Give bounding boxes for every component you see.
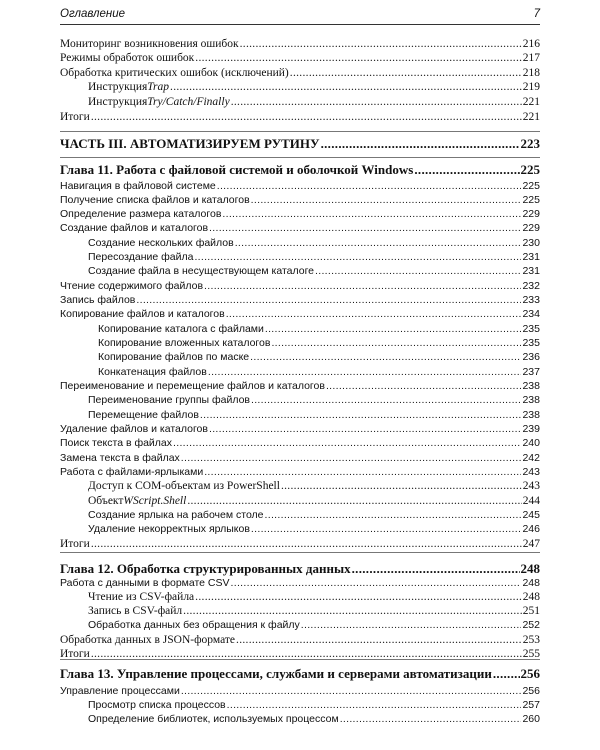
toc-page-number: 256 [522,685,540,697]
toc-entry-title: Создание файлов и каталогов [60,222,209,234]
section-divider [60,552,540,553]
toc-entry-title: Удаление файлов и каталогов [60,423,208,435]
dot-leader [195,52,521,64]
toc-entry-title: Чтение содержимого файлов [60,280,204,292]
dot-leader [200,409,522,421]
toc-page-number: 229 [522,222,540,234]
toc-entry-title: Инструкция [88,81,148,93]
toc-page-number: 225 [522,180,540,192]
toc-entry[interactable] [60,38,540,50]
toc-entry-italic-term: Try/Catch/Finally [147,96,230,108]
toc-page-number: 223 [520,136,540,151]
toc-entry-title: Мониторинг возникновения ошибок [60,38,239,50]
dot-leader [236,634,522,646]
toc-page-number: 238 [522,380,540,392]
dot-leader [226,308,522,320]
toc-entry-title: Инструкция [88,96,148,108]
toc-chapter-heading[interactable] [60,162,540,178]
toc-entry-title: Итоги [60,111,90,123]
toc-page-number: 257 [522,699,540,711]
toc-entry[interactable] [60,52,540,64]
toc-page-number: 246 [522,523,540,535]
toc-entry-title: Определение размера каталогов [60,208,222,220]
toc-entry-title: Глава 13. Управление процессами, службами и серверами автоматизации [60,666,492,681]
toc-entry[interactable] [60,67,540,79]
toc-entry-title: Навигация в файловой системе [60,180,216,192]
dot-leader [183,605,522,617]
toc-page-number: 221 [522,111,540,123]
toc-entry-title: Объект [88,495,124,507]
toc-entry-italic-term: WScript.Shell [123,495,187,507]
dot-leader [204,466,521,478]
toc-page-number: 243 [522,466,540,478]
toc-entry-title: Удаление некорректных ярлыков [88,523,250,535]
toc-entry[interactable] [60,423,540,435]
toc-page-number: 225 [520,162,540,177]
toc-entry-title: Копирование вложенных каталогов [98,337,271,349]
dot-leader [204,280,521,292]
toc-page-number: 256 [520,666,540,681]
toc-entry-title: Создание нескольких файлов [88,237,234,249]
toc-entry[interactable] [88,523,540,535]
dot-leader [265,323,522,335]
dot-leader [222,208,521,220]
dot-leader [181,685,522,697]
dot-leader [217,180,522,192]
dot-leader [187,495,521,507]
toc-entry[interactable] [98,323,540,335]
toc-chapter-heading[interactable] [60,666,540,682]
toc-entry[interactable] [88,251,540,263]
toc-entry[interactable] [88,495,540,507]
section-divider [60,157,540,158]
dot-leader [251,394,521,406]
dot-leader [240,38,522,50]
toc-page-number: 242 [522,452,540,464]
toc-chapter-heading[interactable] [60,136,540,152]
toc-entry[interactable] [60,222,540,234]
toc-page-number: 247 [522,538,540,550]
toc-entry[interactable] [98,337,540,349]
toc-page-number: 216 [522,38,540,50]
toc-page-number: 243 [522,480,540,492]
header-page-number: 7 [533,8,540,20]
toc-page-number: 233 [522,294,540,306]
dot-leader [321,136,520,152]
dot-leader [493,666,520,682]
toc-entry-title: Переименование и перемещение файлов и каталогов [60,380,325,392]
toc-page-number: 229 [522,208,540,220]
toc-page-number: 231 [522,265,540,277]
toc-page-number: 234 [522,308,540,320]
toc-entry[interactable] [88,619,540,631]
dot-leader [136,294,521,306]
toc-page-number: 251 [522,605,540,617]
toc-entry[interactable] [60,280,540,292]
toc-page-number: 245 [522,509,540,521]
toc-page-number: 248 [520,561,540,576]
toc-page-number: 248 [522,591,540,603]
toc-entry-title: Итоги [60,648,90,660]
dot-leader [231,96,522,108]
toc-entry[interactable] [60,648,540,660]
toc-page-number: 235 [522,337,540,349]
dot-leader [235,237,522,249]
toc-entry-title: Конкатенация файлов [98,366,207,378]
toc-page-number: 238 [522,394,540,406]
dot-leader [91,111,522,123]
toc-entry[interactable] [88,591,540,603]
dot-leader [227,699,522,711]
toc-entry[interactable] [60,466,540,478]
toc-page-number: 231 [522,251,540,263]
toc-entry-title: ЧАСТЬ III. АВТОМАТИЗИРУЕМ РУТИНУ [60,136,320,151]
toc-entry-title: Получение списка файлов и каталогов [60,194,250,206]
dot-leader [91,648,522,660]
dot-leader [340,713,522,725]
toc-entry[interactable] [88,409,540,421]
toc-entry-title: Режимы обработок ошибок [60,52,195,64]
toc-entry-title: Обработка данных в JSON-формате [60,634,236,646]
toc-entry-title: Пересоздание файла [88,251,194,263]
toc-entry[interactable] [60,452,540,464]
dot-leader [194,251,521,263]
toc-entry-title: Работа с файлами-ярлыками [60,466,204,478]
running-header [60,4,540,25]
toc-entry[interactable] [88,237,540,249]
dot-leader [265,509,522,521]
toc-page-number: 237 [522,366,540,378]
toc-entry-title: Глава 12. Обработка структурированных данных [60,561,351,576]
toc-entry[interactable] [60,685,540,697]
toc-entry-title: Запись в CSV-файл [88,605,183,617]
toc-page-number: 238 [522,409,540,421]
toc-entry[interactable] [60,111,540,123]
dot-leader [208,366,522,378]
dot-leader [251,523,522,535]
toc-entry-title: Просмотр списка процессов [88,699,226,711]
toc-page-number: 217 [522,52,540,64]
toc-entry-title: Обработка критических ошибок (исключений) [60,67,289,79]
toc-entry[interactable] [60,194,540,206]
toc-page-number: 232 [522,280,540,292]
toc-entry-title: Управление процессами [60,685,180,697]
toc-entry-title: Итоги [60,538,90,550]
toc-entry[interactable] [60,208,540,220]
dot-leader [281,480,522,492]
toc-entry[interactable] [88,96,540,108]
toc-entry-title: Работа с данными в формате CSV [60,577,230,589]
toc-page-number: 230 [522,237,540,249]
toc-chapter-heading[interactable] [60,561,540,577]
toc-entry-title: Копирование файлов по маске [98,351,250,363]
toc-page-number: 218 [522,67,540,79]
toc-entry[interactable] [88,605,540,617]
toc-entry-italic-term: Trap [147,81,170,93]
toc-entry[interactable] [60,308,540,320]
toc-entry[interactable] [88,394,540,406]
toc-entry[interactable] [98,351,540,363]
dot-leader [173,437,521,449]
toc-entry-title: Обработка данных без обращения к файлу [88,619,300,631]
toc-entry-title: Поиск текста в файлах [60,437,173,449]
dot-leader [326,380,522,392]
toc-entry[interactable] [88,509,540,521]
toc-entry-title: Создание файла в несуществующем каталоге [88,265,315,277]
toc-entry[interactable] [88,699,540,711]
toc-page-number: 240 [522,437,540,449]
dot-leader [195,591,522,603]
dot-leader [250,351,521,363]
toc-page-number: 219 [522,81,540,93]
dot-leader [91,538,522,550]
toc-page-number: 239 [522,423,540,435]
dot-leader [352,561,520,577]
toc-page-number: 235 [522,323,540,335]
toc-entry[interactable] [88,81,540,93]
toc-entry-title: Глава 11. Работа с файловой системой и оболочкой Windows [60,162,414,177]
toc-entry-title: Создание ярлыка на рабочем столе [88,509,264,521]
toc-entry-title: Доступ к COM-объектам из PowerShell [88,480,280,492]
toc-entry[interactable] [88,265,540,277]
toc-entry[interactable] [98,366,540,378]
toc-entry-title: Замена текста в файлах [60,452,180,464]
toc-entry-title: Запись файлов [60,294,136,306]
toc-entry[interactable] [60,180,540,192]
toc-entry-title: Копирование каталога с файлами [98,323,264,335]
toc-page-number: 236 [522,351,540,363]
toc-entry[interactable] [60,634,540,646]
toc-entry-title: Перемещение файлов [88,409,199,421]
toc-entry[interactable] [88,713,540,725]
dot-leader [170,81,522,93]
dot-leader [181,452,522,464]
toc-page-number: 221 [522,96,540,108]
toc-entry-title: Определение библиотек, используемых процессом [88,713,339,725]
toc-page-number: 225 [522,194,540,206]
dot-leader [271,337,521,349]
toc-entry-title: Копирование файлов и каталогов [60,308,225,320]
toc-entry-title: Переименование группы файлов [88,394,250,406]
dot-leader [414,162,519,178]
toc-page-number: 248 [522,577,540,589]
dot-leader [315,265,521,277]
header-title: Оглавление [60,8,125,20]
dot-leader [251,194,522,206]
toc-entry[interactable] [60,380,540,392]
toc-entry[interactable] [60,437,540,449]
toc-page-number: 260 [522,713,540,725]
toc-page-number: 255 [522,648,540,660]
toc-page-number: 252 [522,619,540,631]
toc-page-number: 244 [522,495,540,507]
dot-leader [209,222,521,234]
toc-entry[interactable] [60,538,540,550]
dot-leader [301,619,522,631]
toc-page-number: 253 [522,634,540,646]
dot-leader [290,67,522,79]
toc-entry[interactable] [60,577,540,589]
section-divider [60,131,540,132]
toc-entry[interactable] [88,480,540,492]
toc-entry-title: Чтение из CSV-файла [88,591,195,603]
dot-leader [209,423,521,435]
dot-leader [231,577,522,589]
toc-entry[interactable] [60,294,540,306]
